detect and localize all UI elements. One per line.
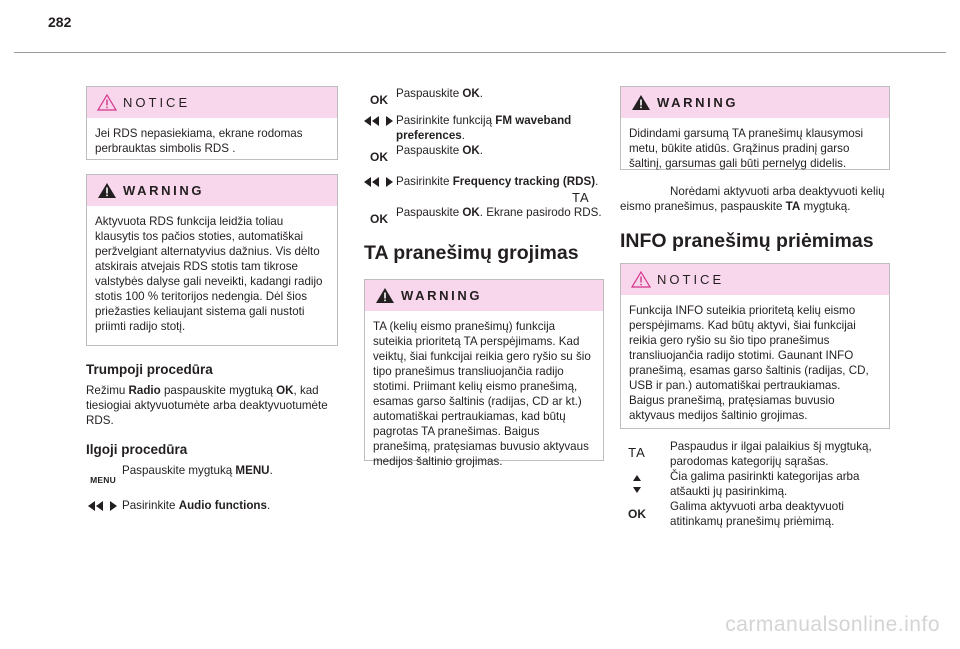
step-activate-info xyxy=(620,499,890,529)
text-fragment: , kad tiesiogiai aktyvuotumėte arba deaktyvuotumėte RDS. xyxy=(86,384,328,427)
notice-label: NOTICE xyxy=(123,95,191,110)
text-fragment: . Ekrane pasirodo RDS. xyxy=(479,206,602,219)
step-press-ok-3 xyxy=(362,205,602,226)
arrows-left-right-icon xyxy=(362,115,396,131)
warning-label: WARNING xyxy=(657,95,739,110)
notice-header xyxy=(87,87,337,118)
ok-button-icon: OK xyxy=(628,507,646,521)
text-fragment: . xyxy=(479,87,484,100)
ta-warning-box xyxy=(364,279,604,468)
text-fragment: Režimu xyxy=(86,384,129,397)
text-fragment: Norėdami aktyvuoti arba deaktyvuoti kelių eismo pranešimus, paspauskite xyxy=(620,185,885,213)
step-audio-functions xyxy=(0,498,338,513)
header-rule xyxy=(14,52,946,53)
ok-button-icon: OK xyxy=(370,212,388,226)
text-bold: Frequency tracking (RDS) xyxy=(452,175,596,188)
info-heading: INFO pranešimų priėmimas xyxy=(620,230,874,252)
warning-triangle-outline-icon xyxy=(631,271,651,288)
text-fragment: Pasirinkite xyxy=(122,499,179,512)
text-fragment: Pasirinkite funkciją xyxy=(396,114,496,127)
text-bold: MENU xyxy=(235,464,270,477)
step-fm-waveband xyxy=(362,113,602,143)
notice-header xyxy=(621,264,889,295)
text-fragment: paspauskite mygtuką xyxy=(160,384,277,397)
step-menu xyxy=(0,463,338,485)
warning-triangle-icon xyxy=(375,287,395,304)
text-bold: FM waveband preferences xyxy=(396,114,572,142)
step-press-ok-1 xyxy=(362,86,602,107)
ta-button-icon: TA xyxy=(628,445,646,460)
text-bold: Audio functions xyxy=(178,499,267,512)
text-fragment: . xyxy=(461,129,465,142)
column-2 xyxy=(364,86,604,468)
text-fragment: Pasirinkite xyxy=(396,175,453,188)
text-bold: TA xyxy=(785,200,801,213)
step-select-categories xyxy=(620,469,890,499)
warning-box xyxy=(86,174,338,346)
text-fragment: . xyxy=(266,499,271,512)
text-bold: OK xyxy=(462,87,480,100)
text-bold: Radio xyxy=(128,384,161,397)
warning-label: WARNING xyxy=(401,288,483,303)
text-bold: OK xyxy=(462,144,480,157)
column-3 xyxy=(572,86,890,529)
warning-triangle-outline-icon xyxy=(97,94,117,111)
ok-button-icon: OK xyxy=(370,93,388,107)
step-text: Galima aktyvuoti arba deaktyvuoti atitinkamų pranešimų priėmimą. xyxy=(670,500,844,528)
text-bold: OK xyxy=(462,206,480,219)
text-fragment: Paspauskite xyxy=(396,87,463,100)
warning-header xyxy=(621,87,889,118)
warning-triangle-icon xyxy=(97,182,117,199)
long-procedure-heading: Ilgoji procedūra xyxy=(86,442,188,457)
text-fragment: Paspauskite xyxy=(396,206,463,219)
warning-text: Aktyvuota RDS funkcija leidžia toliau klausytis tos pačios stoties, automatiškai peržvelgiant alternatyvius dažnius. Vis dėlto atskirais atvejais RDS stotis tam tikrose valstybės dalyse gali neveikti, kadangi radijo stotis 100 % teritorijos nedengia. Dėl šios priežasties keliaujant sistema gali nustoti priimti radijo stotį. xyxy=(95,215,323,333)
text-fragment: . xyxy=(269,464,273,477)
short-procedure-heading: Trumpoji procedūra xyxy=(86,362,213,377)
ta-toggle-text xyxy=(572,184,890,214)
step-ta-category-list xyxy=(620,439,890,469)
menu-button-icon: MENU xyxy=(90,475,116,485)
step-text: Čia galima pasirinkti kategorijas arba atšaukti jų pasirinkimą. xyxy=(670,470,860,498)
column-1 xyxy=(86,86,338,513)
arrows-up-down-icon xyxy=(620,473,654,499)
step-text: Paspaudus ir ilgai palaikius šį mygtuką, parodomas kategorijų sąrašas. xyxy=(670,440,872,468)
text-fragment: mygtuką. xyxy=(800,200,851,213)
text-fragment: . xyxy=(479,144,484,157)
ok-button-icon: OK xyxy=(370,150,388,164)
warning-header xyxy=(365,280,603,311)
warning-text: Didindami garsumą TA pranešimų klausymosi metu, būkite atidūs. Grąžinus pradinį garso šaltinį, garsumas gali būti pernelyg didelis. xyxy=(629,127,864,170)
warning-text: TA (kelių eismo pranešimų) funkcija suteikia prioritetą TA perspėjimams. Kad veiktų, šiai funkcijai reikia gero ryšio su šio tipo pranešimus transliuojančia radijo stotimi. Priimant kelių eismo pranešimą, esamas garso šaltinis (radijas, CD ar kt.) automatiškai pertraukiamas, kad būtų pagrotas TA pranešimas. Baigus pranešimą, pratęsiamas buvusio aktyvaus medijos šaltinio grojimas. xyxy=(373,320,591,468)
ta-button-icon: TA xyxy=(572,190,590,205)
page-number: 282 xyxy=(48,14,72,30)
text-fragment: . xyxy=(595,175,599,188)
text-bold: OK xyxy=(276,384,294,397)
warning-label: WARNING xyxy=(123,183,205,198)
notice-text: Jei RDS nepasiekiama, ekrane rodomas perbrauktas simbolis RDS . xyxy=(95,127,303,155)
ta-heading: TA pranešimų grojimas xyxy=(364,242,579,264)
text-fragment: Paspauskite mygtuką xyxy=(122,464,236,477)
arrows-left-right-icon xyxy=(86,500,120,516)
text-fragment: Paspauskite xyxy=(396,144,463,157)
short-procedure-text xyxy=(86,383,338,428)
warning-triangle-icon xyxy=(631,94,651,111)
notice-text: Funkcija INFO suteikia prioritetą kelių eismo perspėjimams. Kad būtų aktyvi, šiai funkcijai reikia gero ryšio su šio tipo pranešimus transliuojančia radijo stotimi. Gaunant INFO pranešimą, esamas garso šaltinis (radijas, CD, USB ir pan.) automatiškai pertraukiamas. Baigus pranešimą, pratęsiamas buvusio aktyvaus medijos šaltinio grojimas. xyxy=(629,304,869,422)
step-press-ok-2 xyxy=(362,143,602,164)
notice-label: NOTICE xyxy=(657,272,725,287)
watermark: carmanualsonline.info xyxy=(725,613,940,636)
step-frequency-tracking xyxy=(362,174,602,189)
notice-box xyxy=(86,86,338,160)
arrows-left-right-icon xyxy=(362,176,396,192)
warning-header xyxy=(87,175,337,206)
volume-warning-box xyxy=(620,86,890,170)
info-notice-box xyxy=(620,263,890,429)
